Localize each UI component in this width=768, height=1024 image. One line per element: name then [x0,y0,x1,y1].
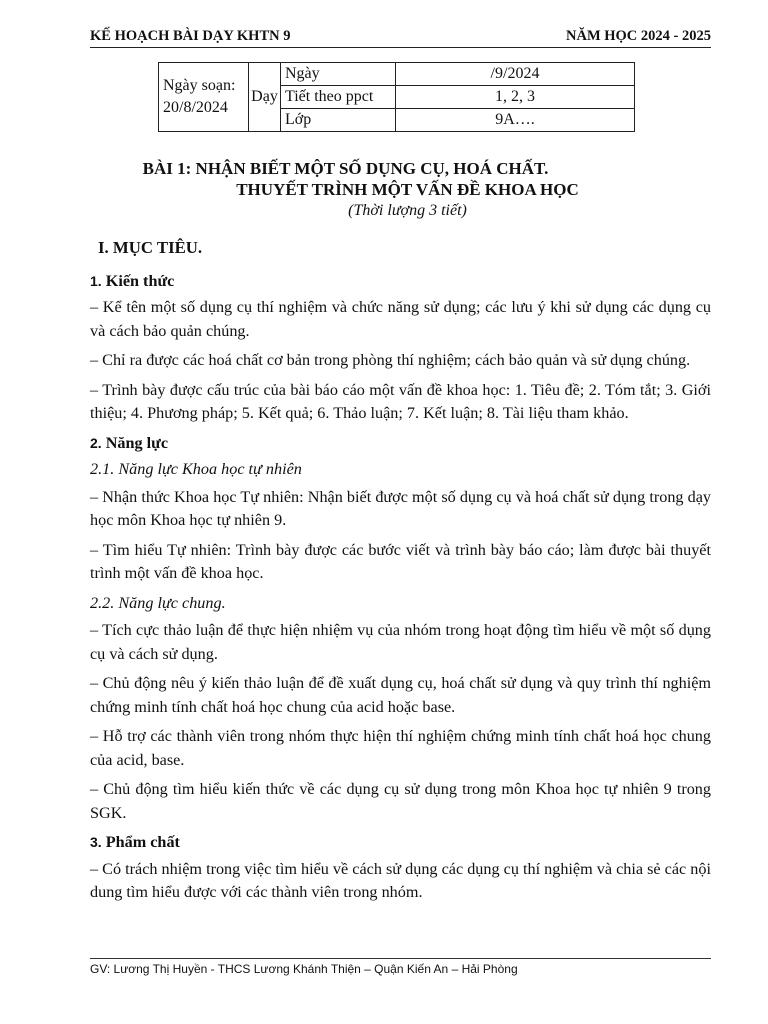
section-heading-objectives: I. MỤC TIÊU. [98,238,203,257]
paragraph: – Tìm hiểu Tự nhiên: Trình bày được các bước viết và trình bày báo cáo; làm được bài thuyết trình một vấn đề khoa học. [90,540,711,582]
paragraph: – Có trách nhiệm trong việc tìm hiểu về cách sử dụng các dụng cụ thí nghiệm và chia sẻ các nội dung tìm hiểu được với các thành viên trong nhóm. [90,859,711,901]
row-value-date: /9/2024 [396,63,635,86]
teach-label-cell: Dạy [249,63,281,132]
prep-date-cell [159,63,249,132]
subsubheading-general: 2.2. Năng lực chung. [90,593,226,612]
lesson-title-line2: THUYẾT TRÌNH MỘT VẤN ĐỀ KHOA HỌC [236,180,579,199]
document-body [90,236,711,911]
paragraph: – Chỉ ra được các hoá chất cơ bản trong phòng thí nghiệm; cách bảo quản và sử dụng chúng. [90,351,691,369]
document-page [90,0,711,1024]
header-left: KẾ HOẠCH BÀI DẠY KHTN 9 [90,28,291,44]
lesson-title-line1: BÀI 1: NHẬN BIẾT MỘT SỐ DỤNG CỤ, HOÁ CHẤT. [142,159,549,178]
paragraph: – Kể tên một số dụng cụ thí nghiệm và chức năng sử dụng; các lưu ý khi sử dụng các dụng cụ và cách bảo quản chúng. [90,298,711,340]
page-footer: GV: Lương Thị Huyền - THCS Lương Khánh Thiện – Quận Kiến An – Hải Phòng [90,958,711,976]
page-header [90,28,711,48]
row-label-period: Tiết theo ppct [281,86,396,109]
subheading-number: 2. [90,434,102,451]
row-label-class: Lớp [281,109,396,132]
lesson-info-table [158,62,635,132]
paragraph: – Tích cực thảo luận để thực hiện nhiệm vụ của nhóm trong hoạt động tìm hiểu về một số dụng cụ và cách sử dụng. [90,621,711,663]
subheading-text: Kiến thức [105,271,175,290]
row-value-class: 9A…. [396,109,635,132]
paragraph: – Nhận thức Khoa học Tự nhiên: Nhận biết được một số dụng cụ và hoá chất sử dụng trong dạy học môn Khoa học tự nhiên 9. [90,487,711,529]
paragraph: – Hỗ trợ các thành viên trong nhóm thực hiện thí nghiệm chứng minh tính chất hoá học chung của acid, base. [90,727,711,769]
prep-date-label: Ngày soạn: [163,77,236,94]
subheading-number: 1. [90,272,102,289]
header-right: NĂM HỌC 2024 - 2025 [566,28,711,44]
paragraph: – Chủ động tìm hiểu kiến thức về các dụng cụ sử dụng trong môn Khoa học tự nhiên 9 trong SGK. [90,780,711,822]
paragraph: – Chủ động nêu ý kiến thảo luận để đề xuất dụng cụ, hoá chất sử dụng và quy trình thí nghiệm chứng minh tính chất hoá học chung của acid hoặc base. [90,674,711,716]
subheading-qualities [90,831,711,855]
row-value-period: 1, 2, 3 [396,86,635,109]
subheading-knowledge [90,270,711,294]
subheading-competence [90,432,711,456]
subsubheading-natural-science: 2.1. Năng lực Khoa học tự nhiên [90,460,302,478]
prep-date-value: 20/8/2024 [163,99,228,116]
subheading-text: Năng lực [105,433,169,452]
subheading-text: Phẩm chất [105,833,180,851]
lesson-duration: (Thời lượng 3 tiết) [348,202,467,219]
paragraph: – Trình bày được cấu trúc của bài báo cáo một vấn đề khoa học: 1. Tiêu đề; 2. Tóm tắt; 3. Giới thiệu; 4. Phương pháp; 5. Kết quả; 6. Thảo luận; 7. Kết luận; 8. Tài liệu tham khảo. [90,380,711,422]
row-label-date: Ngày [281,63,396,86]
subheading-number: 3. [90,834,102,850]
